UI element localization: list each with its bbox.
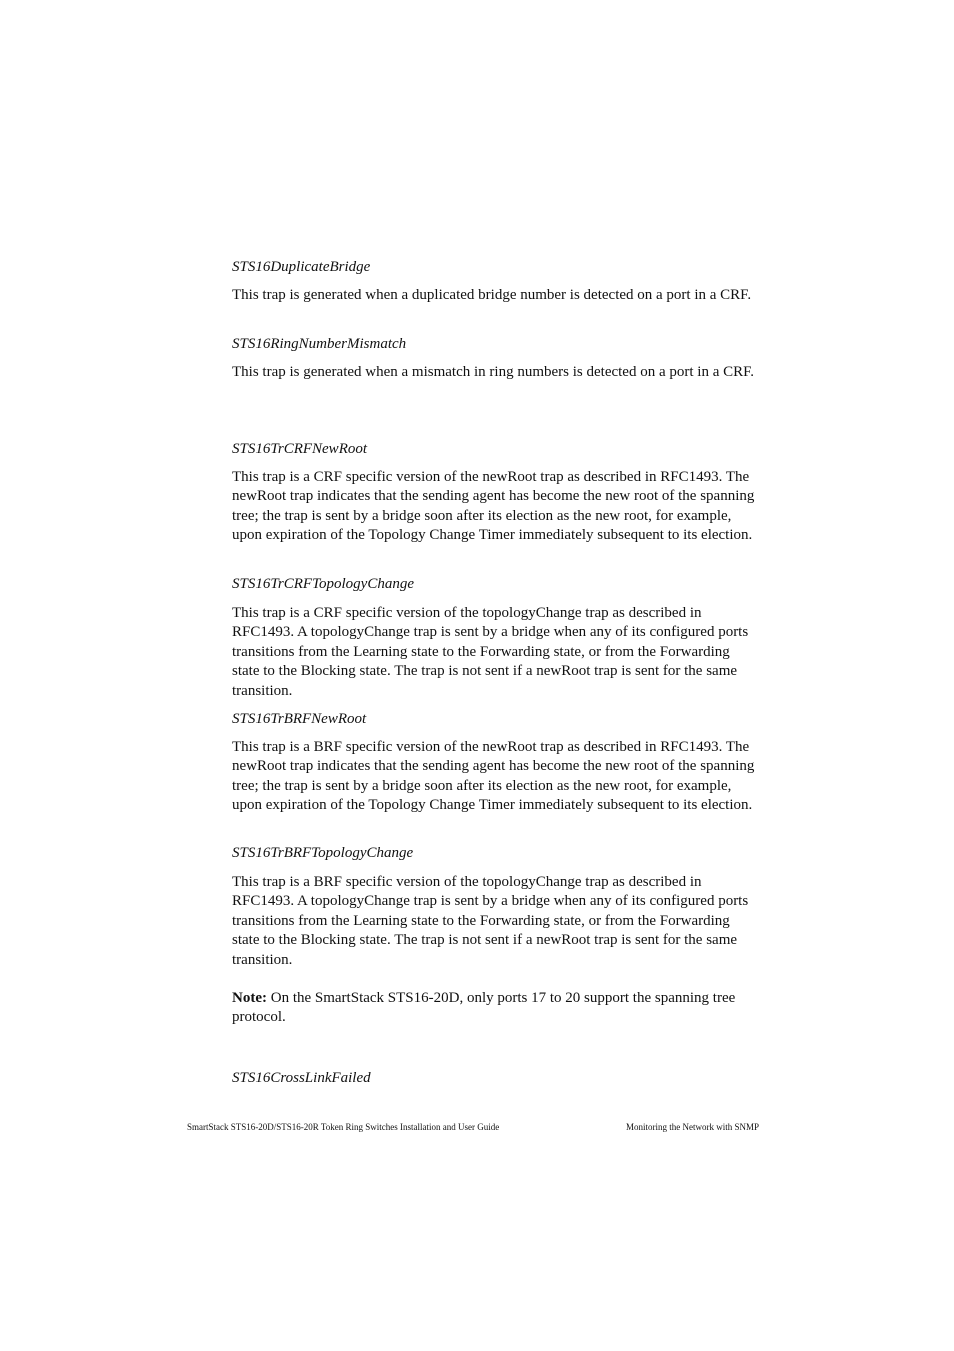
note-label: Note: (232, 990, 267, 1006)
trap-heading-ring-number-mismatch: STS16RingNumberMismatch (232, 336, 407, 352)
trap-heading-duplicate-bridge: STS16DuplicateBridge (232, 259, 371, 275)
trap-description-duplicate-bridge: This trap is generated when a duplicated bridge number is detected on a port in a CRF. (232, 287, 752, 303)
note-text: On the SmartStack STS16-20D, only ports 17 to 20 support the spanning tree protocol. (232, 990, 736, 1026)
trap-heading-trcrf-topology-change: STS16TrCRFTopologyChange (232, 576, 414, 592)
trap-description-trbrf-new-root: This trap is a BRF specific version of the newRoot trap as described in RFC1493. The newRoot trap indicates that the sending agent has become the new root of the spanning tree; the trap is sent by a bridge soon after its election as the new root, for example, upon expiration of the Topology Change Timer immediately subsequent to its election. (232, 739, 755, 814)
note-paragraph (232, 989, 760, 1028)
trap-heading-trbrf-new-root: STS16TrBRFNewRoot (232, 711, 367, 727)
trap-heading-trbrf-topology-change: STS16TrBRFTopologyChange (232, 845, 414, 861)
trap-description-trbrf-topology-change: This trap is a BRF specific version of the topologyChange trap as described in RFC1493. A topologyChange trap is sent by a bridge when any of its configured ports transitions from the Learning state to the Forwarding state, or from the Forwarding state to the Blocking state. The trap is not sent if a newRoot trap is sent for the same transition. (232, 874, 749, 968)
trap-description-trcrf-new-root: This trap is a CRF specific version of the newRoot trap as described in RFC1493. The newRoot trap indicates that the sending agent has become the new root of the spanning tree; the trap is sent by a bridge soon after its election as the new root, for example, upon expiration of the Topology Change Timer immediately subsequent to its election. (232, 469, 755, 544)
trap-description-trcrf-topology-change: This trap is a CRF specific version of the topologyChange trap as described in RFC1493. A topologyChange trap is sent by a bridge when any of its configured ports transitions from the Learning state to the Forwarding state, or from the Forwarding state to the Blocking state. The trap is not sent if a newRoot trap is sent for the same transition. (232, 605, 749, 699)
footer-chapter-title: Monitoring the Network with SNMP (625, 1122, 759, 1132)
trap-heading-trcrf-new-root: STS16TrCRFNewRoot (232, 441, 368, 457)
footer-document-title: SmartStack STS16-20D/STS16-20R Token Ring Switches Installation and User Guide (187, 1122, 500, 1132)
trap-description-ring-number-mismatch: This trap is generated when a mismatch in ring numbers is detected on a port in a CRF. (232, 364, 755, 380)
trap-heading-cross-link-failed: STS16CrossLinkFailed (232, 1070, 371, 1086)
